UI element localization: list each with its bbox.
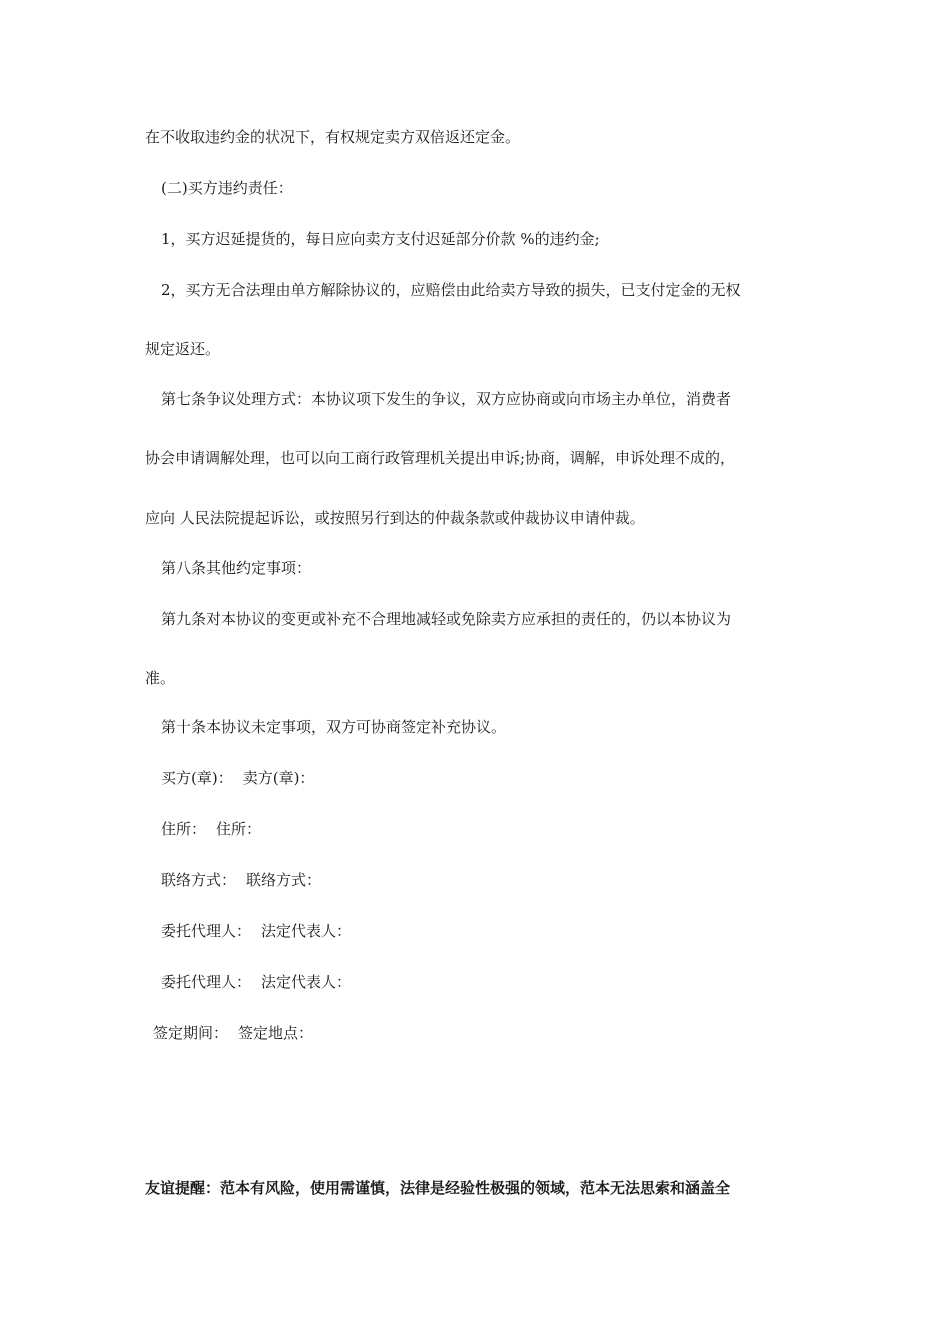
seller-address-label: 住所： [216, 820, 262, 838]
article-7-line: 协会申请调解处理，也可以向工商行政管理机关提出申诉;协商，调解，申诉处理不成的， [145, 449, 736, 467]
article-7-line: 第七条争议处理方式：本协议项下发生的争议，双方应协商或向市场主办单位，消费者 [161, 390, 732, 408]
signing-place-label: 签定地点： [238, 1024, 314, 1042]
article-8-line: 第八条其他约定事项： [161, 559, 312, 577]
article-7-line: 应向 人民法院提起诉讼，或按照另行到达的仲裁条款或仲裁协议申请仲裁。 [145, 509, 645, 527]
article-10-line: 第十条本协议未定事项，双方可协商签定补充协议。 [161, 718, 507, 736]
seller-seal-label: 卖方(章)： [242, 769, 315, 787]
agent-label: 委托代理人： [161, 973, 252, 991]
section-heading-buyer-liability: (二)买方违约责任： [161, 179, 293, 197]
paragraph-line: 在不收取违约金的状况下，有权规定卖方双倍返还定金。 [145, 128, 521, 146]
signature-agent-row [161, 972, 815, 992]
signature-date-place-row [153, 1023, 815, 1043]
signature-seal-row [161, 768, 815, 788]
article-9-line: 第九条对本协议的变更或补充不合理地减轻或免除卖方应承担的责任的，仍以本协议为 [161, 610, 732, 628]
paragraph-line: 1，买方迟延提货的，每日应向卖方支付迟延部分价款 %的违约金; [161, 230, 600, 248]
buyer-contact-label: 联络方式： [161, 871, 237, 889]
paragraph-line: 规定返还。 [145, 340, 221, 358]
buyer-seal-label: 买方(章)： [161, 769, 233, 787]
signature-agent-row [161, 921, 815, 941]
friendly-reminder: 友谊提醒：范本有风险，使用需谨慎，法律是经验性极强的领域，范本无法思索和涵盖全 [145, 1179, 731, 1197]
signing-date-label: 签定期间： [153, 1024, 229, 1042]
article-9-line: 准。 [145, 669, 176, 687]
seller-contact-label: 联络方式： [246, 871, 322, 889]
legal-rep-label: 法定代表人： [261, 922, 352, 940]
legal-rep-label: 法定代表人： [261, 973, 352, 991]
buyer-address-label: 住所： [161, 820, 207, 838]
agent-label: 委托代理人： [161, 922, 252, 940]
paragraph-line: 2，买方无合法理由单方解除协议的，应赔偿由此给卖方导致的损失，已支付定金的无权 [161, 281, 741, 299]
signature-contact-row [161, 870, 815, 890]
signature-address-row [161, 819, 815, 839]
